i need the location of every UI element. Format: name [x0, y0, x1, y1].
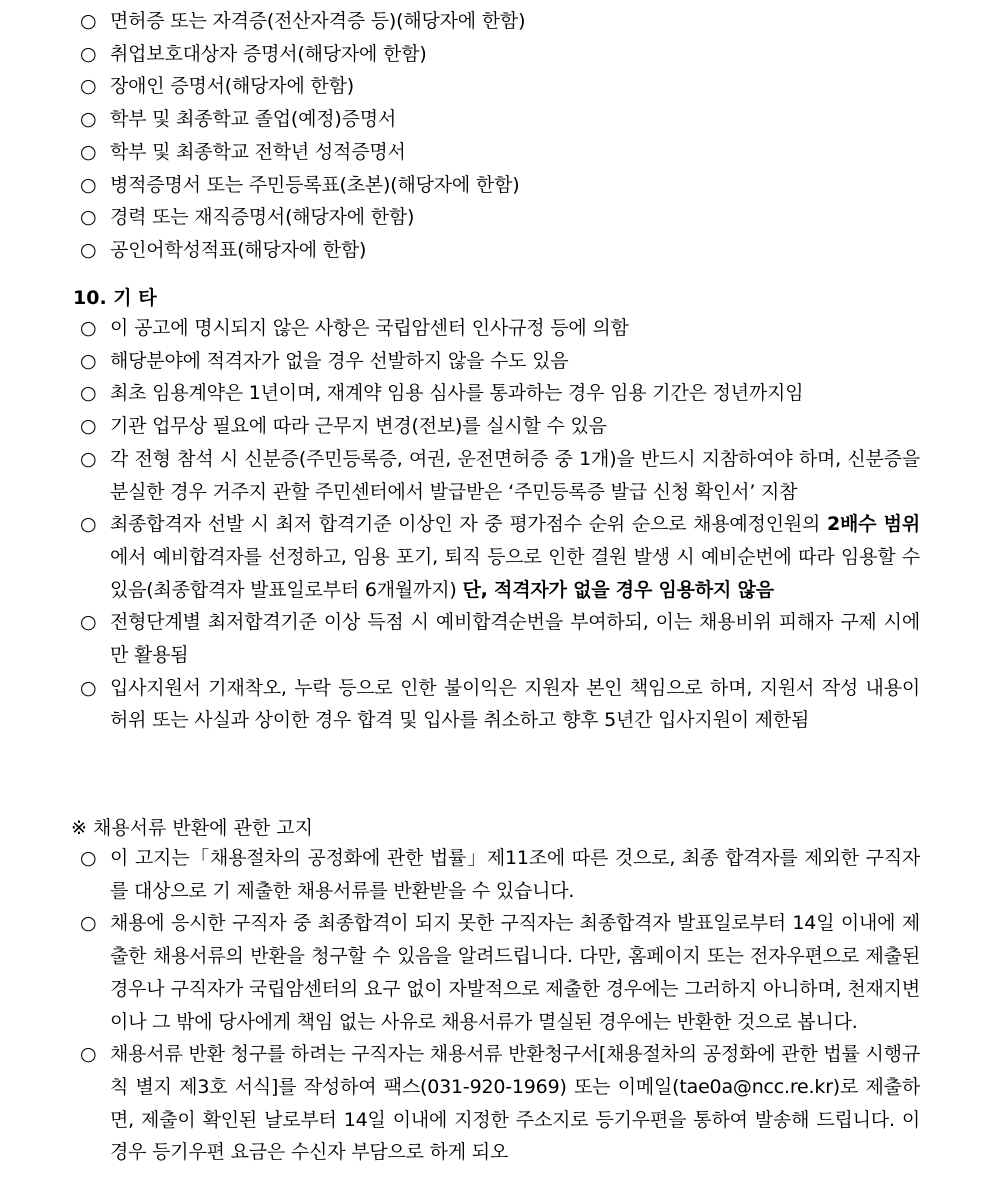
bullet-icon: ○: [80, 10, 97, 32]
list-item: [0, 508, 992, 606]
list-item: ○ 최초 임용계약은 1년이며, 재계약 임용 심사를 통과하는 경우 임용 기간은 정년까지임: [0, 377, 992, 410]
list-item: ○ 경력 또는 재직증명서(해당자에 한함): [0, 201, 992, 234]
bullet-icon: ○: [80, 676, 97, 699]
list-item: ○ 학부 및 최종학교 졸업(예정)증명서: [0, 103, 992, 136]
bullet-icon: ○: [80, 912, 97, 935]
list-item: ○ 채용에 응시한 구직자 중 최종합격이 되지 못한 구직자는 최종합격자 발표일로부터 14일 이내에 제출한 채용서류의 반환을 청구할 수 있음을 알려드립니다. 다만, 홈페이지 또는 전자우편으로 제출된 경우나 구직자가 국립암센터의 요구 없이 자발적으로 제출한 경우에는 그러하지 아니하며, 천재지변이나 그 밖에 당사에게 책임 없는 사유로 채용서류가 멸실된 경우에는 반환한 것으로 봅니다.: [0, 907, 992, 1038]
bullet-icon: ○: [80, 513, 97, 536]
bullet-icon: ○: [80, 173, 97, 196]
required-documents-list: [0, 5, 992, 267]
list-item: ○ 면허증 또는 자격증(전산자격증 등)(해당자에 한함): [0, 5, 992, 38]
emphasis-text: 2배수 범위: [826, 513, 920, 536]
list-item: ○ 병적증명서 또는 주민등록표(초본)(해당자에 한함): [0, 169, 992, 202]
bullet-icon: ○: [80, 415, 97, 438]
bullet-icon: ○: [80, 847, 97, 869]
bullet-icon: ○: [80, 75, 97, 98]
list-item: ○ 채용서류 반환 청구를 하려는 구직자는 채용서류 반환청구서[채용절차의 공정화에 관한 법률 시행규칙 별지 제3호 서식]를 작성하여 팩스(031-920-1969) 또는 이메일(tae0a@ncc.re.kr)로 제출하면, 제출이 확인된 날로부터 14일 이내에 지정한 주소지로 등기우편을 통하여 발송해 드립니다. 이 경우 등기우편 요금은 수신자 부담으로 하게 되오: [0, 1038, 992, 1169]
emphasis-text: 단, 적격자가 없을 경우 임용하지 않음: [462, 578, 774, 601]
list-item: ○ 이 고지는「채용절차의 공정화에 관한 법률」제11조에 따른 것으로, 최종 합격자를 제외한 구직자를 대상으로 기 제출한 채용서류를 반환받을 수 있습니다.: [0, 842, 992, 907]
bullet-icon: ○: [80, 611, 97, 634]
bullet-icon: ○: [80, 382, 97, 405]
bullet-icon: ○: [80, 1043, 97, 1066]
bullet-icon: ○: [80, 42, 97, 65]
list-item: ○ 해당분야에 적격자가 없을 경우 선발하지 않을 수도 있음: [0, 345, 992, 378]
bullet-icon: ○: [80, 108, 97, 131]
list-item: ○ 전형단계별 최저합격기준 이상 득점 시 예비합격순번을 부여하되, 이는 채용비위 피해자 구제 시에만 활용됨: [0, 606, 992, 671]
list-item: ○ 학부 및 최종학교 전학년 성적증명서: [0, 136, 992, 169]
notice-title: ※ 채용서류 반환에 관한 고지: [71, 817, 313, 839]
list-item: ○ 취업보호대상자 증명서(해당자에 한함): [0, 38, 992, 71]
list-item: ○ 장애인 증명서(해당자에 한함): [0, 70, 992, 103]
bullet-icon: ○: [80, 349, 97, 372]
bullet-icon: ○: [80, 447, 97, 470]
list-item: ○ 입사지원서 기재착오, 누락 등으로 인한 불이익은 지원자 본인 책임으로 하며, 지원서 작성 내용이 허위 또는 사실과 상이한 경우 합격 및 입사를 취소하고 향후 5년간 입사지원이 제한됨: [0, 672, 992, 737]
bullet-icon: ○: [80, 317, 97, 339]
reserve-candidate-item: 최종합격자 선발 시 최저 합격기준 이상인 자 중 평가점수 순위 순으로 채용예정인원의 2배수 범위에서 예비합격자를 선정하고, 임용 포기, 퇴직 등으로 인한 결원 발생 시 예비순번에 따라 임용할 수 있음(최종합격자 발표일로부터 6개월까지) 단, 적격자가 없을 경우 임용하지 않음: [110, 513, 920, 601]
bullet-icon: ○: [80, 238, 97, 261]
bullet-icon: ○: [80, 140, 97, 163]
list-item: ○ 기관 업무상 필요에 따라 근무지 변경(전보)를 실시할 수 있음: [0, 410, 992, 443]
list-item: ○ 이 공고에 명시되지 않은 사항은 국립암센터 인사규정 등에 의함: [0, 312, 992, 345]
section-10-list: [0, 312, 992, 737]
list-item: ○ 각 전형 참석 시 신분증(주민등록증, 여권, 운전면허증 중 1개)을 반드시 지참하여야 하며, 신분증을 분실한 경우 거주지 관할 주민센터에서 발급받은 ‘주민등록증 발급 신청 확인서’ 지참: [0, 443, 992, 508]
notice-list: [0, 842, 992, 1169]
section-heading: 10. 기 타: [73, 287, 157, 309]
list-item: ○ 공인어학성적표(해당자에 한함): [0, 234, 992, 267]
bullet-icon: ○: [80, 206, 97, 229]
